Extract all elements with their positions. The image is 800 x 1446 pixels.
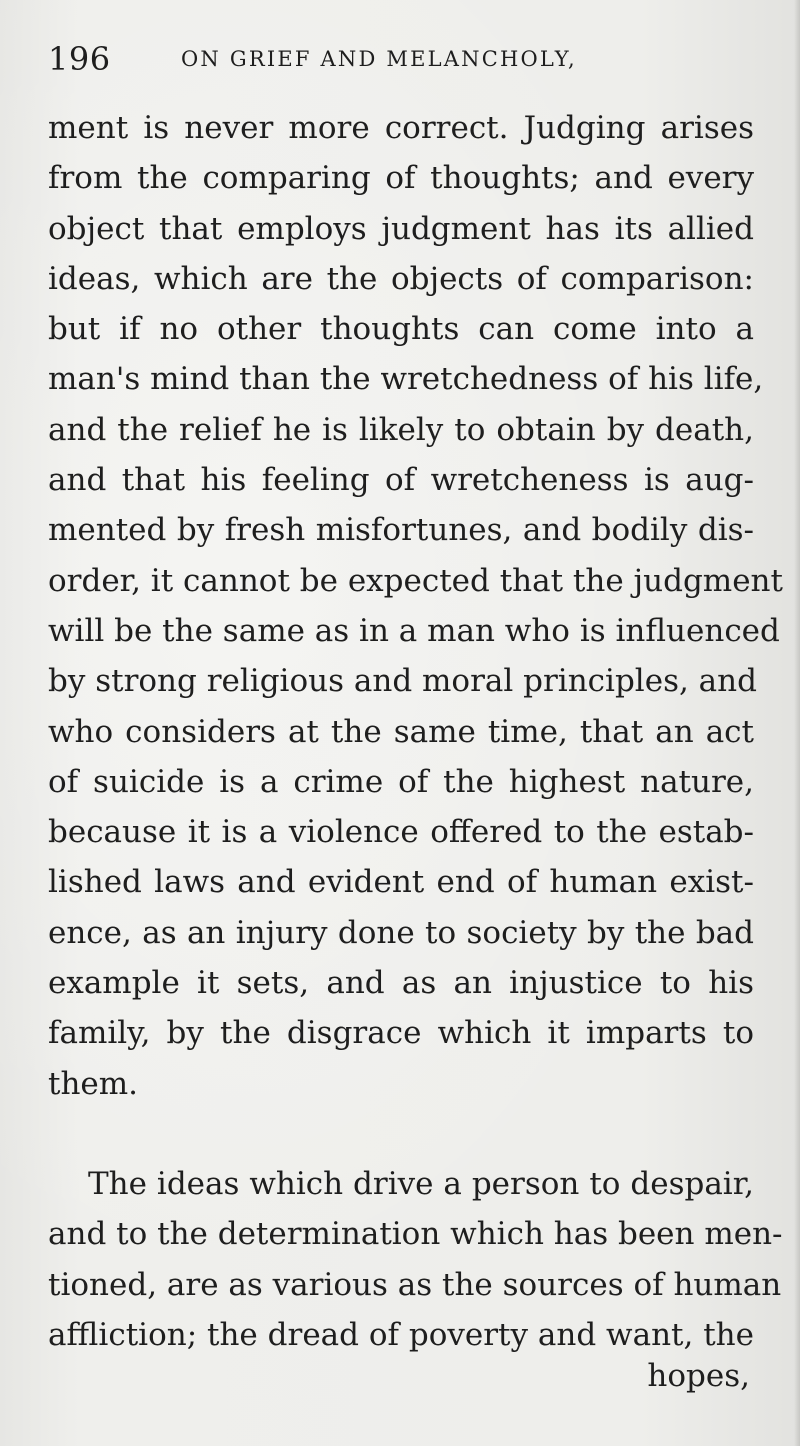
text-line: mented by fresh misfortunes, and bodily dis-: [48, 512, 754, 549]
page-edge-shadow: [794, 0, 800, 1446]
text-line: object that employs judgment has its allied: [48, 210, 754, 247]
text-line: from the comparing of thoughts; and every: [48, 160, 754, 197]
paragraph-1: [48, 103, 783, 1109]
text-line: tioned, are as various as the sources of human: [48, 1266, 782, 1303]
text-line: example it sets, and as an injustice to his: [48, 965, 754, 1002]
text-line: ence, as an injury done to society by the bad: [48, 914, 754, 951]
paragraph-spacer: [48, 1109, 754, 1159]
text-line: who considers at the same time, that an act: [48, 713, 754, 750]
text-line: by strong religious and moral principles, and: [48, 663, 757, 700]
text-line: because it is a violence offered to the estab-: [48, 814, 754, 851]
text-line: and the relief he is likely to obtain by death,: [48, 411, 754, 448]
text-line: but if no other thoughts can come into a: [48, 311, 754, 348]
text-line: lished laws and evident end of human exist-: [48, 864, 754, 901]
page-header: [48, 40, 758, 80]
page-number: 196: [48, 40, 111, 78]
text-line: order, it cannot be expected that the judgment: [48, 562, 783, 599]
catchword: hopes,: [647, 1358, 750, 1394]
body-text: [48, 103, 783, 1360]
running-head: ON GRIEF AND MELANCHOLY,: [181, 47, 577, 71]
text-line: and to the determination which has been men-: [48, 1216, 783, 1253]
text-line: ideas, which are the objects of comparison:: [48, 260, 754, 297]
paragraph-2: [48, 1159, 783, 1360]
text-line: will be the same as in a man who is influenced: [48, 612, 780, 649]
text-line: The ideas which drive a person to despair,: [88, 1165, 754, 1202]
text-line: ment is never more correct. Judging arises: [48, 110, 754, 146]
text-line: family, by the disgrace which it imparts to: [48, 1015, 754, 1052]
text-line: man's mind than the wretchedness of his life,: [48, 361, 764, 398]
text-line: and that his feeling of wretcheness is aug-: [48, 462, 754, 499]
text-line: of suicide is a crime of the highest nature,: [48, 763, 754, 800]
text-line: them.: [48, 1065, 139, 1102]
text-line: affliction; the dread of poverty and want, the: [48, 1316, 754, 1353]
